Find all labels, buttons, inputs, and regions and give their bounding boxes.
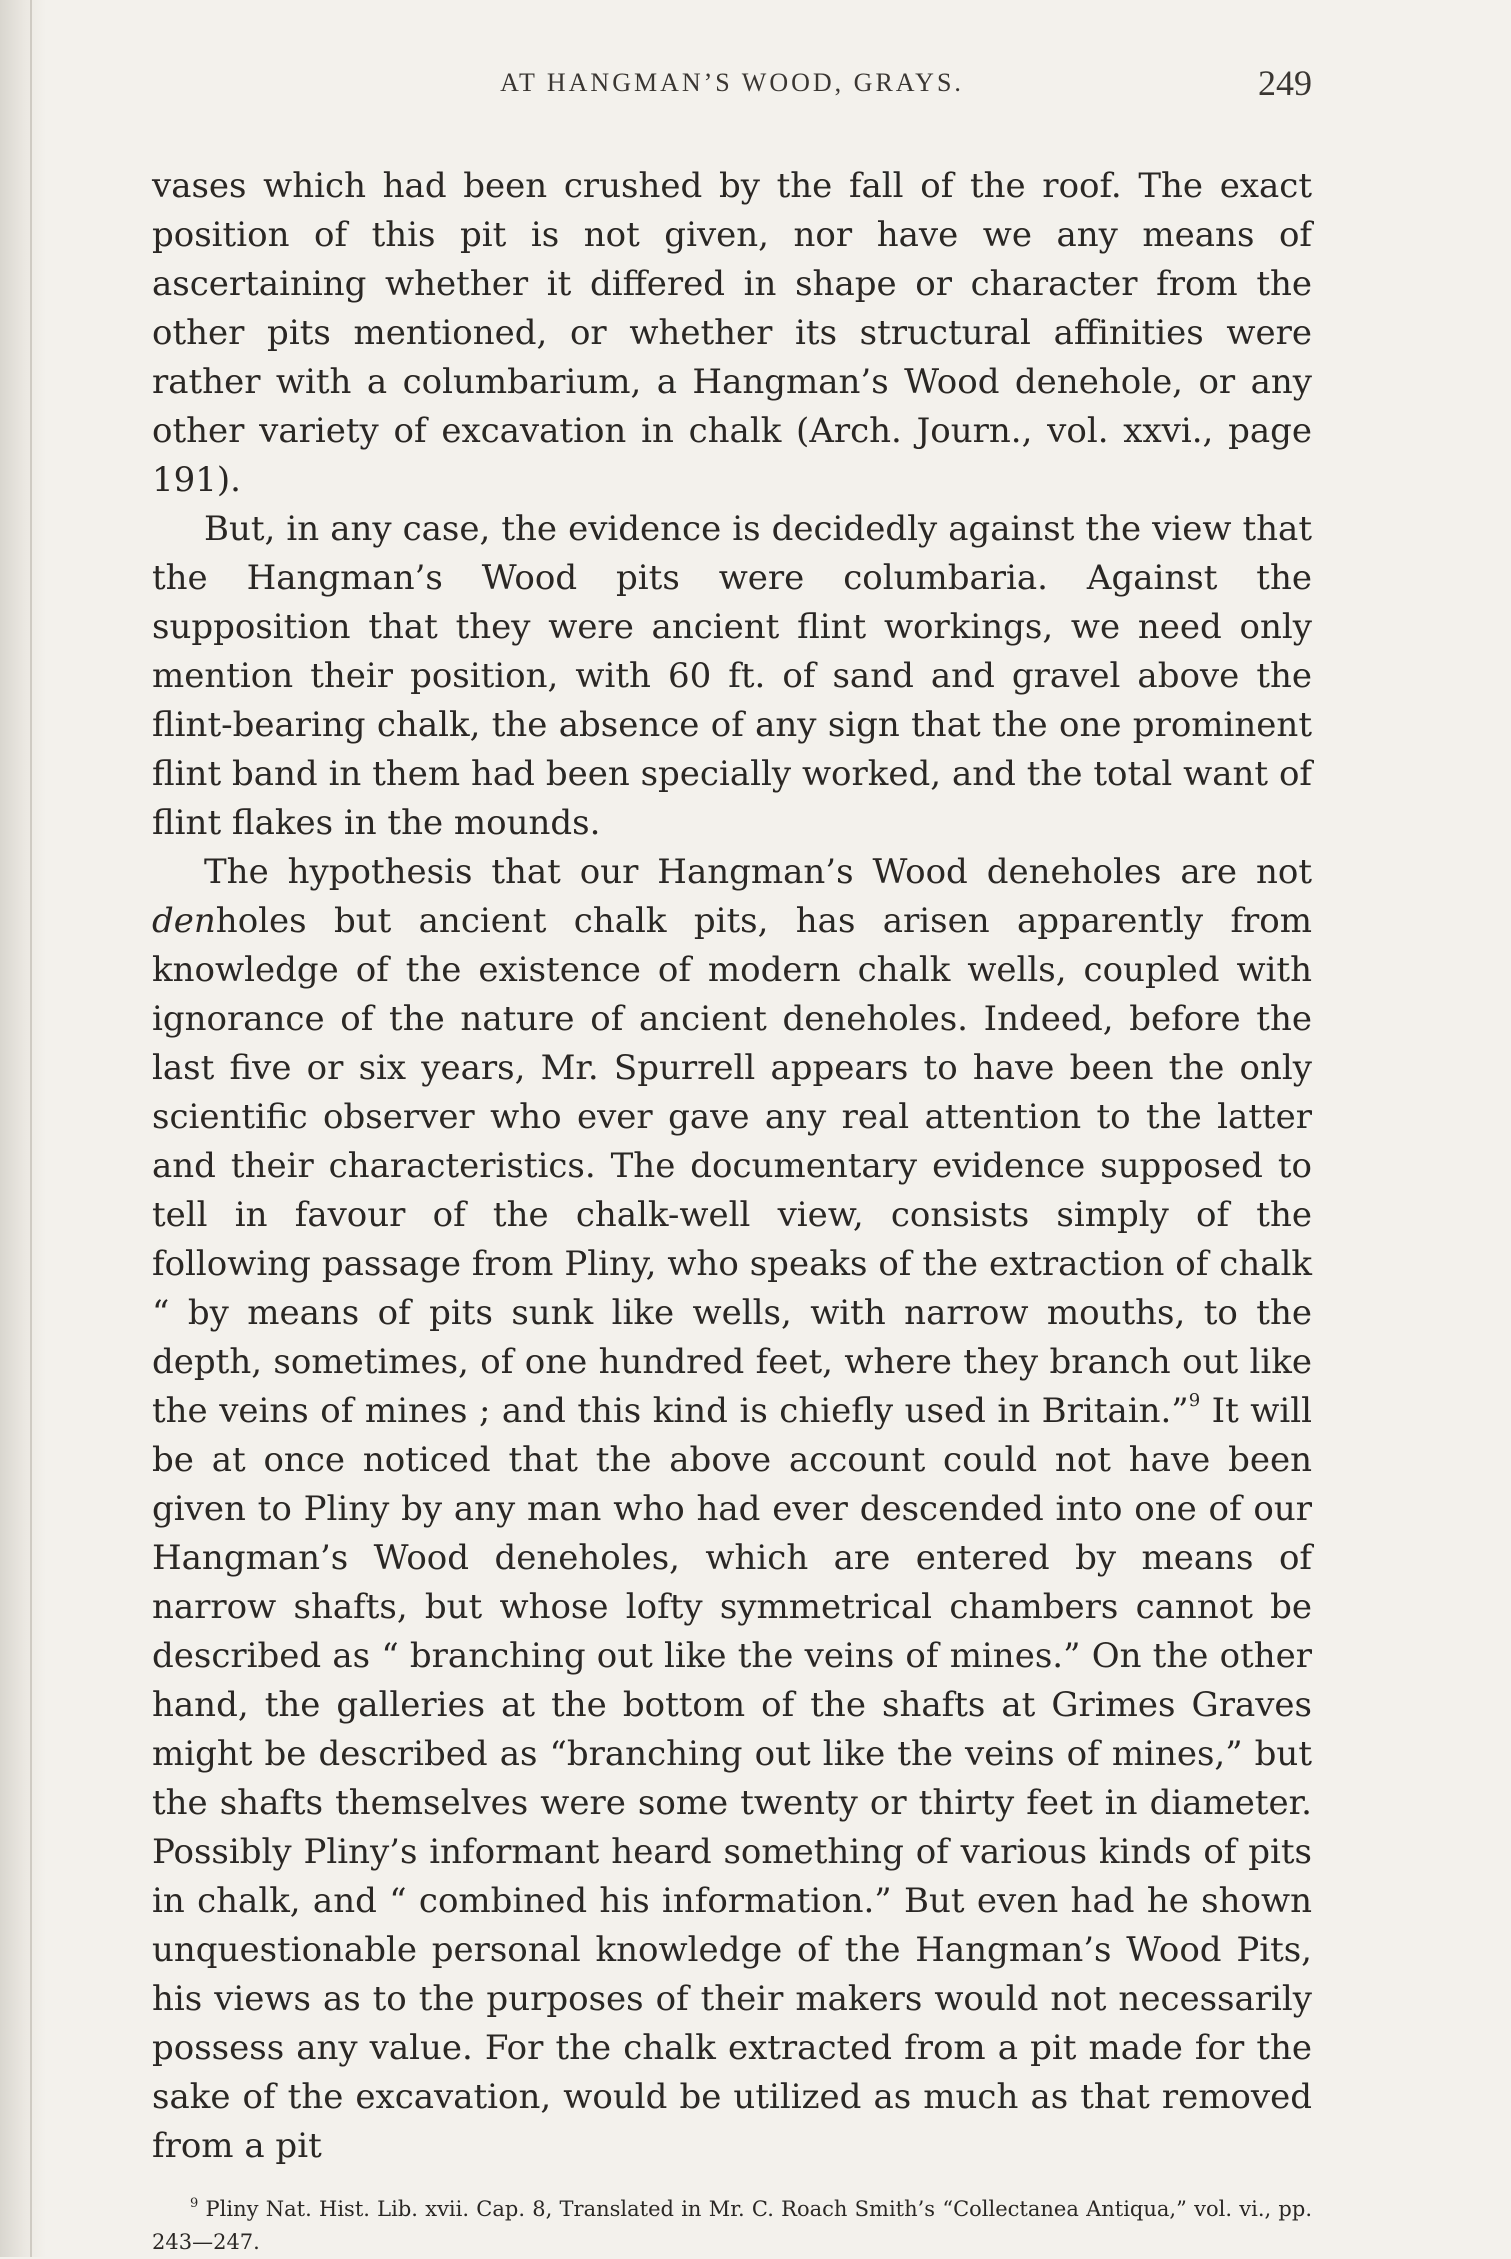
book-page [152,62,1312,2259]
paragraph-3-text-end: It will be at once noticed that the above account could not have been given to Pliny by any man who had ever descended into one of our Hangman’s Wood deneholes, which are entered by means of narrow shafts, but whose lofty symmetrical chambers cannot be described as “ branching out like the veins of mines.” On the other hand, the galleries at the bottom of the shafts at Grimes Graves might be described as “branching out like the veins of mines,” but the shafts themselves were some twenty or thirty feet in diameter. Possibly Pliny’s informant heard something of various kinds of pits in chalk, and “ combined his information.” But even had he shown unquestionable personal knowledge of the Hangman’s Wood Pits, his views as to the purposes of their makers would not necessarily possess any value. For the chalk extracted from a pit made for the sake of the excavation, would be utilized as much as that removed from a pit [152,1391,1313,2166]
footnote-reference-9[interactable]: 9 [1188,1390,1201,1411]
paragraph-3 [152,848,1312,2171]
footnote-marker: 9 [190,2196,199,2211]
footnote-9 [152,2193,1312,2259]
paragraph-1-text: vases which had been crushed by the fall of the roof. The exact position of this pit is not given, nor have we any means of ascertaining whether it differed in shape or character from the other pits mentioned, or whether its structural affinities were rather with a columbarium, a Hangman’s Wood denehole, or any other variety of excavation in chalk (Arch. Journ., vol. xxvi., page 191). [152,166,1312,500]
paragraph-3-italic-den: den [152,901,216,941]
running-title: AT HANGMAN’S WOOD, GRAYS. [500,68,964,97]
footnote-text: Pliny Nat. Hist. Lib. xvii. Cap. 8, Translated in Mr. C. Roach Smith’s “Collectanea Antiqua,” vol. vi., pp. 243—247. [152,2197,1312,2254]
paragraph-3-text-start: The hypothesis that our Hangman’s Wood deneholes are not [204,852,1312,892]
page-binding-edge [30,0,32,2257]
paragraph-2-text: But, in any case, the evidence is decidedly against the view that the Hangman’s Wood pits were columbaria. Against the supposition that they were ancient flint workings, we need only mention their position, with 60 ft. of sand and gravel above the flint-bearing chalk, the absence of any sign that the one prominent flint band in them had been specially worked, and the total want of flint flakes in the mounds. [152,509,1312,843]
body-text [152,162,1312,2171]
page-gutter-shadow [0,0,46,2257]
paragraph-3-text-middle: holes but ancient chalk pits, has arisen apparently from knowledge of the existence of modern chalk wells, coupled with ignorance of the nature of ancient deneholes. Indeed, before the last five or six years, Mr. Spurrell appears to have been the only scientific observer who ever gave any real attention to the latter and their characteristics. The documentary evidence supposed to tell in favour of the chalk-well view, consists simply of the following passage from Pliny, who speaks of the extraction of chalk “ by means of pits sunk like wells, with narrow mouths, to the depth, sometimes, of one hundred feet, where they branch out like the veins of mines ; and this kind is chiefly used in Britain.” [152,901,1312,1431]
paragraph-1 [152,162,1312,505]
paragraph-2 [152,505,1312,848]
footnotes [152,2193,1312,2259]
page-number: 249 [1258,63,1312,103]
running-header [152,62,1312,122]
